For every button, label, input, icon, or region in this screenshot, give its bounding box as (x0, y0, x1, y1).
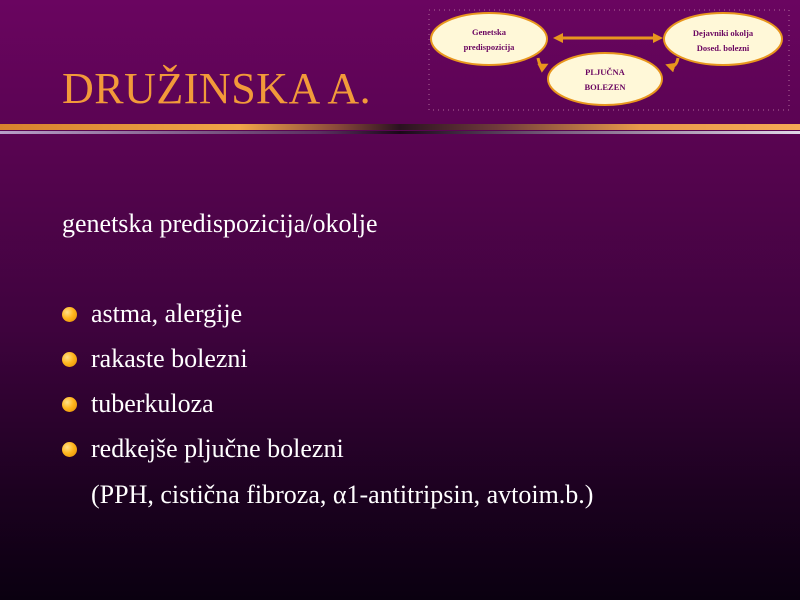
lung-disease-node (548, 53, 662, 105)
genetic-label-line2: predispozicija (463, 42, 515, 52)
bullet-list (62, 296, 344, 476)
bullet-text: redkejše pljučne bolezni (91, 434, 344, 463)
arrow-genetic-to-lung (538, 58, 544, 66)
bullet-dot-icon (62, 397, 77, 412)
environment-label-line2: Dosed. bolezni (696, 43, 750, 53)
lung-label-line1: PLJUČNA (585, 67, 625, 77)
bullet-text: astma, alergije (91, 299, 243, 328)
genetic-label-line1: Genetska (472, 27, 506, 37)
environment-node (664, 13, 782, 65)
intro-text: genetska predispozicija/okolje (62, 209, 378, 238)
bullet-continuation: (PPH, cistična fibroza, α1-antitripsin, avtoim.b.) (91, 480, 594, 509)
genetic-predisposition-node (431, 13, 547, 65)
bullet-dot-icon (62, 442, 77, 457)
bullet-text: tuberkuloza (91, 389, 214, 418)
title-divider (0, 124, 800, 136)
environment-label-line1: Dejavniki okolja (692, 28, 754, 38)
bullet-item (62, 386, 344, 431)
slide-title: DRUŽINSKA A. (62, 64, 372, 113)
bullet-dot-icon (62, 307, 77, 322)
bullet-text: rakaste bolezni (91, 344, 248, 373)
relationship-diagram (426, 6, 792, 118)
lung-label-line2: BOLEZEN (584, 82, 626, 92)
arrow-environment-to-lung (670, 58, 678, 66)
bullet-item (62, 341, 344, 386)
bullet-item (62, 296, 344, 341)
bullet-item (62, 431, 344, 476)
bullet-dot-icon (62, 352, 77, 367)
